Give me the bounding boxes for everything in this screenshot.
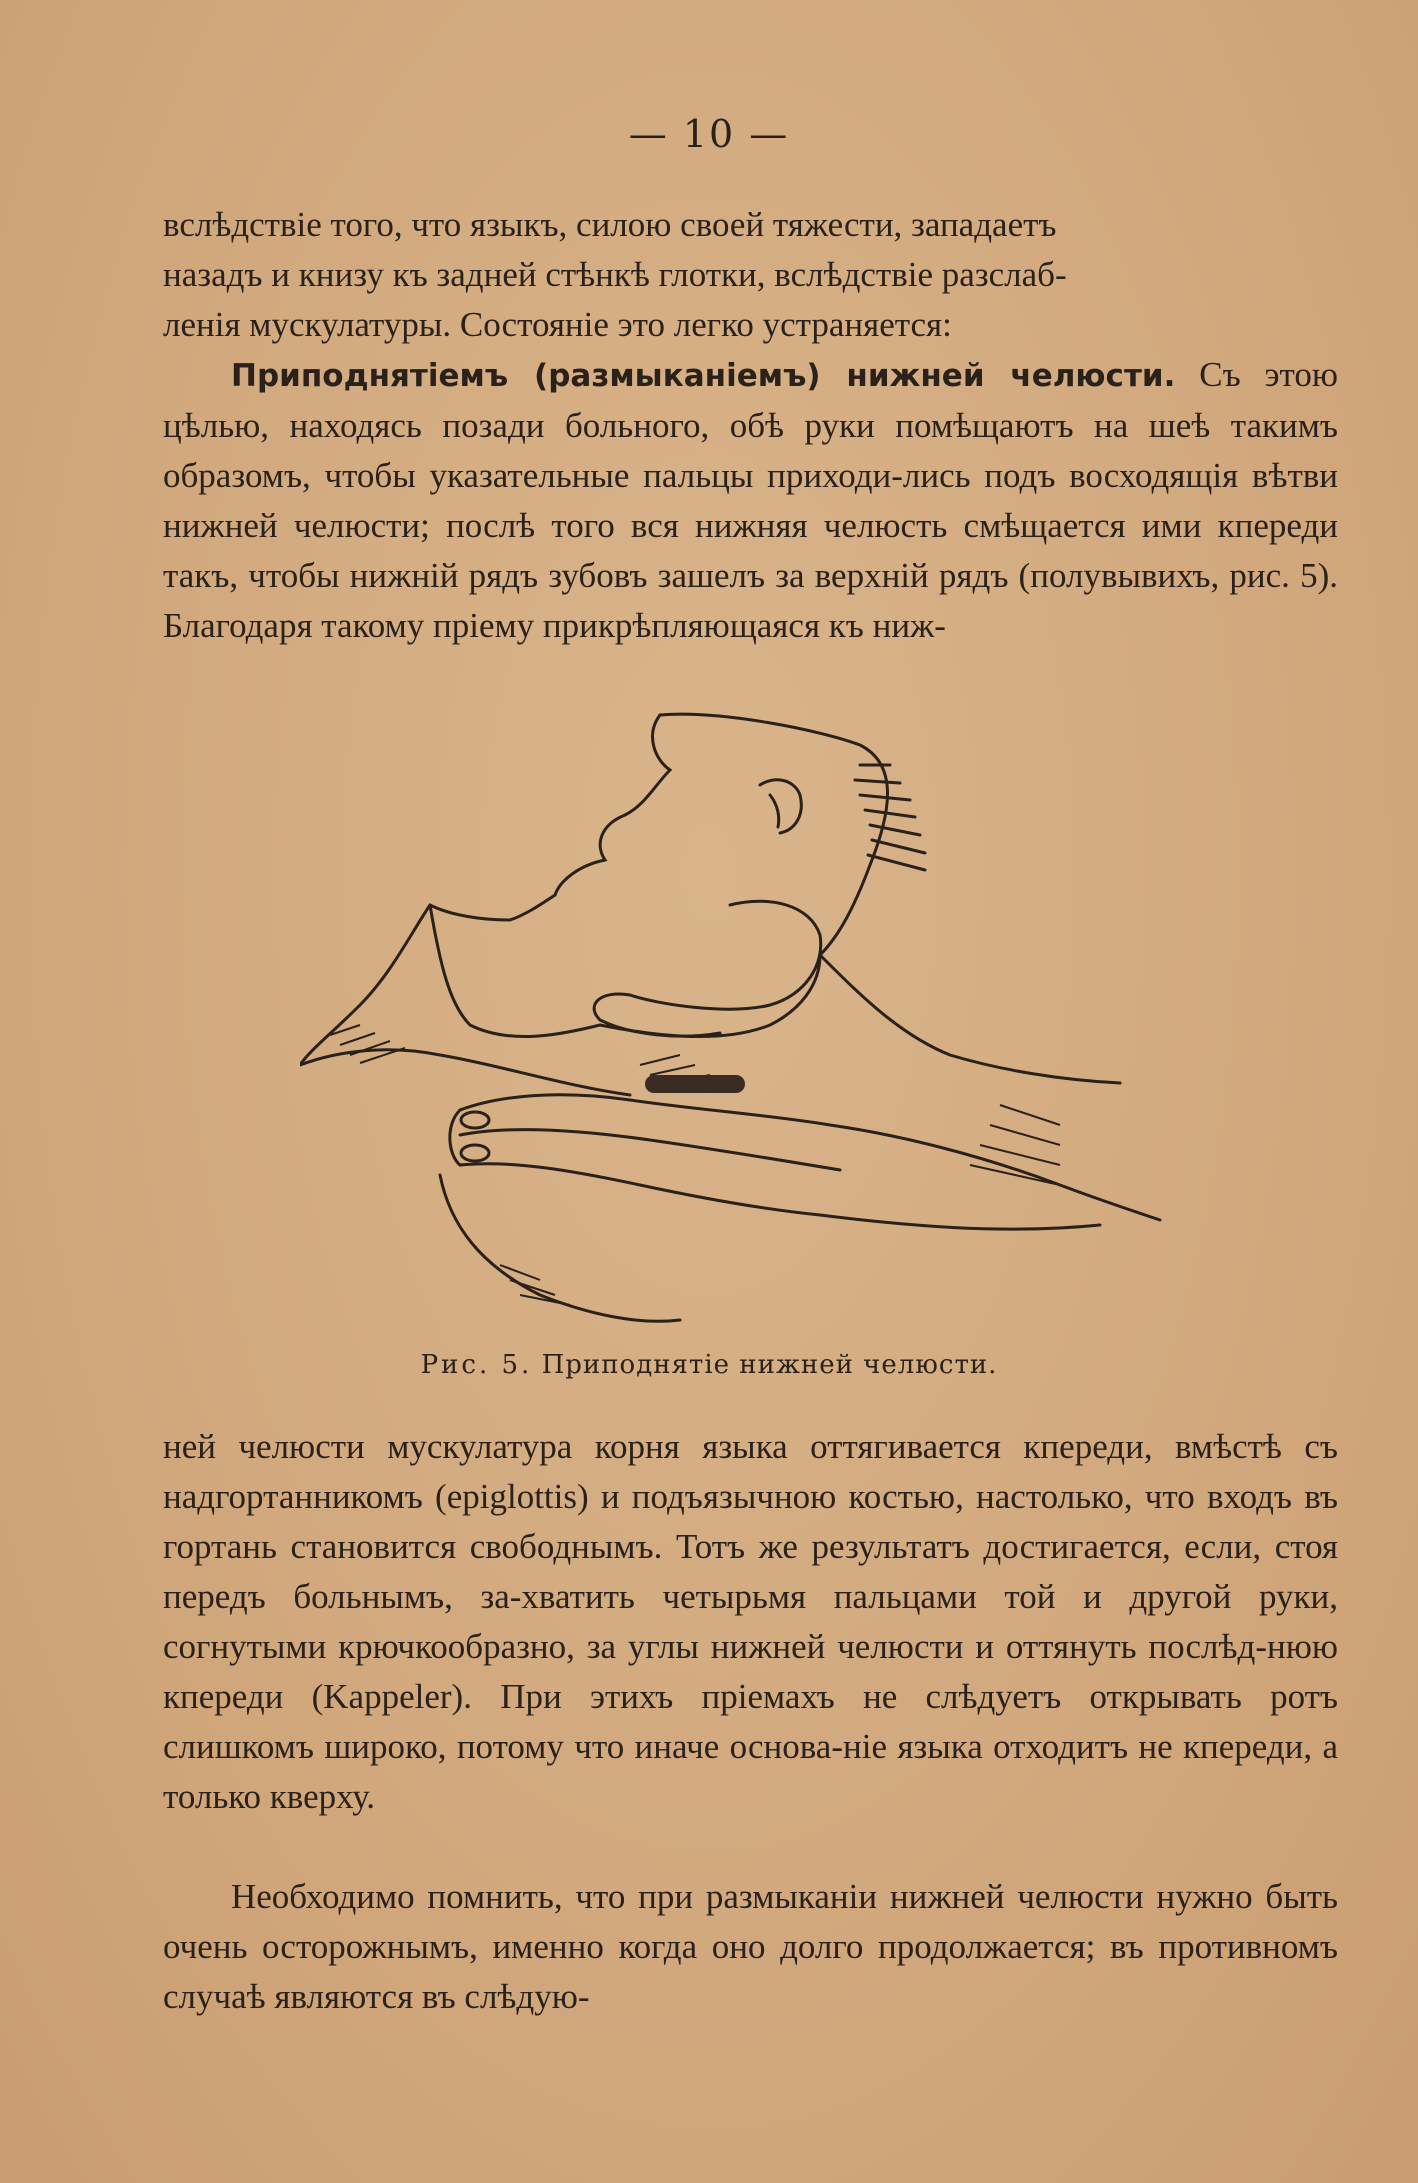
line: ленія мускулатуры. Состояніе это легко устраняется:	[163, 305, 952, 344]
page-number: — 10 —	[628, 112, 790, 156]
paragraph-3	[163, 1422, 1338, 1822]
paragraph-1	[163, 200, 1338, 350]
jaw-lift-drawing	[300, 705, 1200, 1325]
paragraph-2	[163, 350, 1338, 651]
bold-lead: Приподнятіемъ (размыканіемъ) нижней челюсти.	[231, 358, 1176, 394]
illustration-jaw-lift	[300, 705, 1200, 1325]
figure-caption	[0, 1350, 1418, 1380]
paragraph-3-text: ней челюсти мускулатура корня языка оттягивается кпереди, вмѣстѣ съ надгортанникомъ (epiglottis) и подъязычною костью, настолько, что входъ въ гортань становится свободнымъ. Тотъ же результатъ достигается, если, стоя передъ больнымъ, за-хватить четырьмя пальцами той и другой руки, согнутыми крючкообразно, за углы нижней челюсти и оттянуть послѣд-нюю кпереди (Kappeler). При этихъ пріемахъ не слѣдуетъ открывать ротъ слишкомъ широко, потому что иначе основа-ніе языка отходитъ не кпереди, а только кверху.	[163, 1427, 1338, 1816]
paragraph-4	[163, 1872, 1338, 2022]
line: вслѣдствіе того, что языкъ, силою своей тяжести, западаетъ	[163, 205, 1057, 244]
line: назадъ и книзу къ задней стѣнкѣ глотки, вслѣдствіе разслаб-	[163, 255, 1067, 294]
caption-prefix: Рис. 5.	[420, 1350, 533, 1380]
paragraph-2-text: Съ этою цѣлью, находясь позади больного, обѣ руки помѣщаютъ на шеѣ такимъ образомъ, чтобы указательные пальцы приходи-лись подъ восходящія вѣтви нижней челюсти; послѣ того вся нижняя челюсть смѣщается ими кпереди такъ, чтобы нижній рядъ зубовъ зашелъ за верхній рядъ (полувывихъ, рис. 5). Благодаря такому пріему прикрѣпляющаяся къ ниж-	[163, 355, 1338, 645]
caption-text: Приподнятіе нижней челюсти.	[541, 1350, 998, 1380]
paragraph-4-text: Необходимо помнить, что при размыканіи нижней челюсти нужно быть очень осторожнымъ, именно когда оно долго продолжается; въ противномъ случаѣ являются въ слѣдую-	[163, 1877, 1338, 2016]
